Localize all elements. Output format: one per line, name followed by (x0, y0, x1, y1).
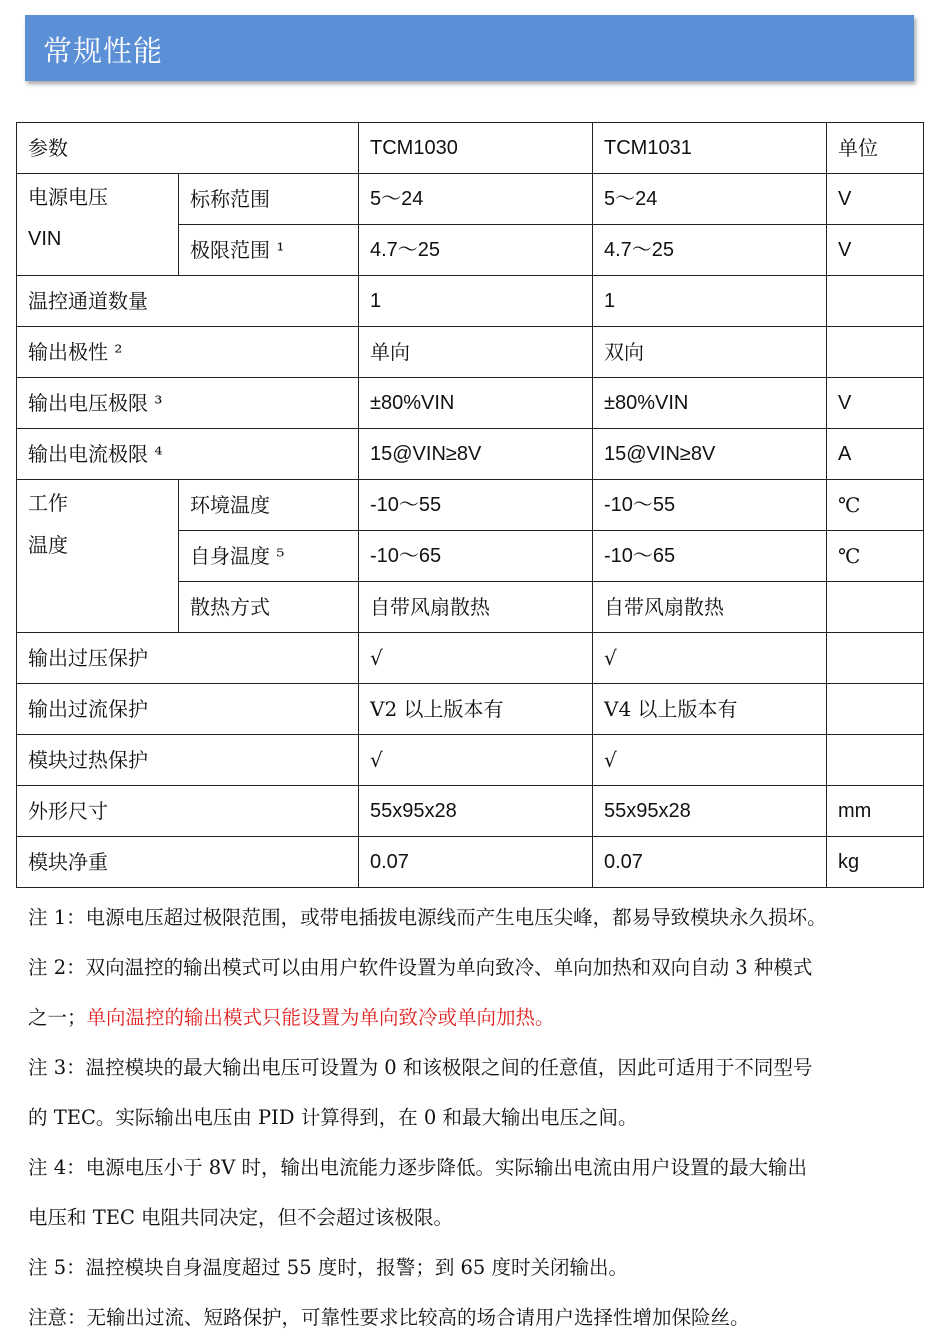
cell-model-1: -10～65 (359, 531, 593, 582)
cell-model-1: 4.7～25 (359, 225, 593, 276)
note-2-prefix: 之一； (28, 1006, 87, 1029)
supply-group-line2: VIN (28, 228, 62, 250)
cell-model-1: ±80%VIN (359, 378, 593, 429)
supply-group-line1: 电源电压 (28, 185, 108, 209)
cell-model-2: 0.07 (593, 837, 827, 888)
cell-model-1: √ (359, 735, 593, 786)
table-row (17, 429, 924, 480)
row-label: 模块净重 (17, 837, 359, 888)
footnotes (28, 893, 918, 1343)
cell-model-1: V2 以上版本有 (359, 684, 593, 735)
table-row (17, 786, 924, 837)
cell-model-2: -10～65 (593, 531, 827, 582)
cell-unit: kg (827, 837, 924, 888)
note-2-line-1: 注 2：双向温控的输出模式可以由用户软件设置为单向致冷、单向加热和双向自动 3 种模式 (28, 956, 813, 979)
table-header-row (17, 123, 924, 174)
cell-unit (827, 327, 924, 378)
row-label: 输出极性 ² (17, 327, 359, 378)
note-1: 注 1：电源电压超过极限范围，或带电插拔电源线而产生电压尖峰，都易导致模块永久损坏。 (28, 906, 827, 929)
note-5: 注 5：温控模块自身温度超过 55 度时，报警；到 65 度时关闭输出。 (28, 1256, 629, 1279)
row-label: 温控通道数量 (17, 276, 359, 327)
note-4-line-1: 注 4：电源电压小于 8V 时，输出电流能力逐步降低。实际输出电流由用户设置的最大输出 (28, 1156, 807, 1179)
row-label: 散热方式 (179, 582, 359, 633)
note-2-line-2 (28, 993, 918, 1043)
row-label: 输出电压极限 ³ (17, 378, 359, 429)
cell-unit (827, 582, 924, 633)
cell-unit (827, 735, 924, 786)
cell-model-2: 5～24 (593, 174, 827, 225)
table-row (17, 480, 924, 531)
cell-unit: ℃ (827, 531, 924, 582)
table-row (17, 327, 924, 378)
supply-group-label (17, 174, 179, 276)
cell-model-1: -10～55 (359, 480, 593, 531)
cell-unit: mm (827, 786, 924, 837)
row-label: 自身温度 ⁵ (179, 531, 359, 582)
row-label: 模块过热保护 (17, 735, 359, 786)
temp-group-line1: 工作 (28, 491, 68, 515)
cell-model-2: 4.7～25 (593, 225, 827, 276)
row-label: 输出过压保护 (17, 633, 359, 684)
header-param: 参数 (17, 123, 359, 174)
cell-unit: V (827, 174, 924, 225)
cell-model-2: 55x95x28 (593, 786, 827, 837)
cell-model-1: 自带风扇散热 (359, 582, 593, 633)
table-row (17, 633, 924, 684)
row-label: 输出过流保护 (17, 684, 359, 735)
temp-group-label (17, 480, 179, 633)
cell-unit: ℃ (827, 480, 924, 531)
cell-unit (827, 633, 924, 684)
temp-group-line2: 温度 (28, 533, 68, 557)
note-2-highlight: 单向温控的输出模式只能设置为单向致冷或单向加热。 (86, 1006, 555, 1029)
cell-model-2: 双向 (593, 327, 827, 378)
cell-unit (827, 276, 924, 327)
note-4-line-2: 电压和 TEC 电阻共同决定，但不会超过该极限。 (28, 1206, 454, 1229)
spec-table (16, 122, 924, 888)
cell-model-2: 15@VIN≥8V (593, 429, 827, 480)
cell-model-2: √ (593, 735, 827, 786)
cell-model-2: 1 (593, 276, 827, 327)
table-row (17, 378, 924, 429)
note-3-line-2: 的 TEC。实际输出电压由 PID 计算得到，在 0 和最大输出电压之间。 (28, 1106, 638, 1129)
cell-model-2: √ (593, 633, 827, 684)
row-label: 环境温度 (179, 480, 359, 531)
section-banner (25, 15, 914, 81)
cell-model-1: 55x95x28 (359, 786, 593, 837)
cell-model-1: 1 (359, 276, 593, 327)
cell-unit: V (827, 378, 924, 429)
cell-model-1: 单向 (359, 327, 593, 378)
section-title: 常规性能 (43, 34, 164, 68)
header-unit: 单位 (827, 123, 924, 174)
cell-unit: A (827, 429, 924, 480)
table-row (17, 276, 924, 327)
cell-model-1: 15@VIN≥8V (359, 429, 593, 480)
cell-model-2: 自带风扇散热 (593, 582, 827, 633)
cell-model-2: V4 以上版本有 (593, 684, 827, 735)
table-row (17, 837, 924, 888)
row-label: 外形尺寸 (17, 786, 359, 837)
table-row (17, 174, 924, 225)
row-label: 输出电流极限 ⁴ (17, 429, 359, 480)
cell-model-2: -10～55 (593, 480, 827, 531)
row-label: 极限范围 ¹ (179, 225, 359, 276)
cell-model-1: 0.07 (359, 837, 593, 888)
cell-unit: V (827, 225, 924, 276)
cell-model-2: ±80%VIN (593, 378, 827, 429)
header-model-2: TCM1031 (593, 123, 827, 174)
cell-model-1: √ (359, 633, 593, 684)
cell-model-1: 5～24 (359, 174, 593, 225)
cell-unit (827, 684, 924, 735)
row-label: 标称范围 (179, 174, 359, 225)
table-row (17, 684, 924, 735)
header-model-1: TCM1030 (359, 123, 593, 174)
note-3-line-1: 注 3：温控模块的最大输出电压可设置为 0 和该极限之间的任意值，因此可适用于不同型号 (28, 1056, 813, 1079)
note-6: 注意：无输出过流、短路保护，可靠性要求比较高的场合请用户选择性增加保险丝。 (28, 1306, 750, 1329)
table-row (17, 735, 924, 786)
